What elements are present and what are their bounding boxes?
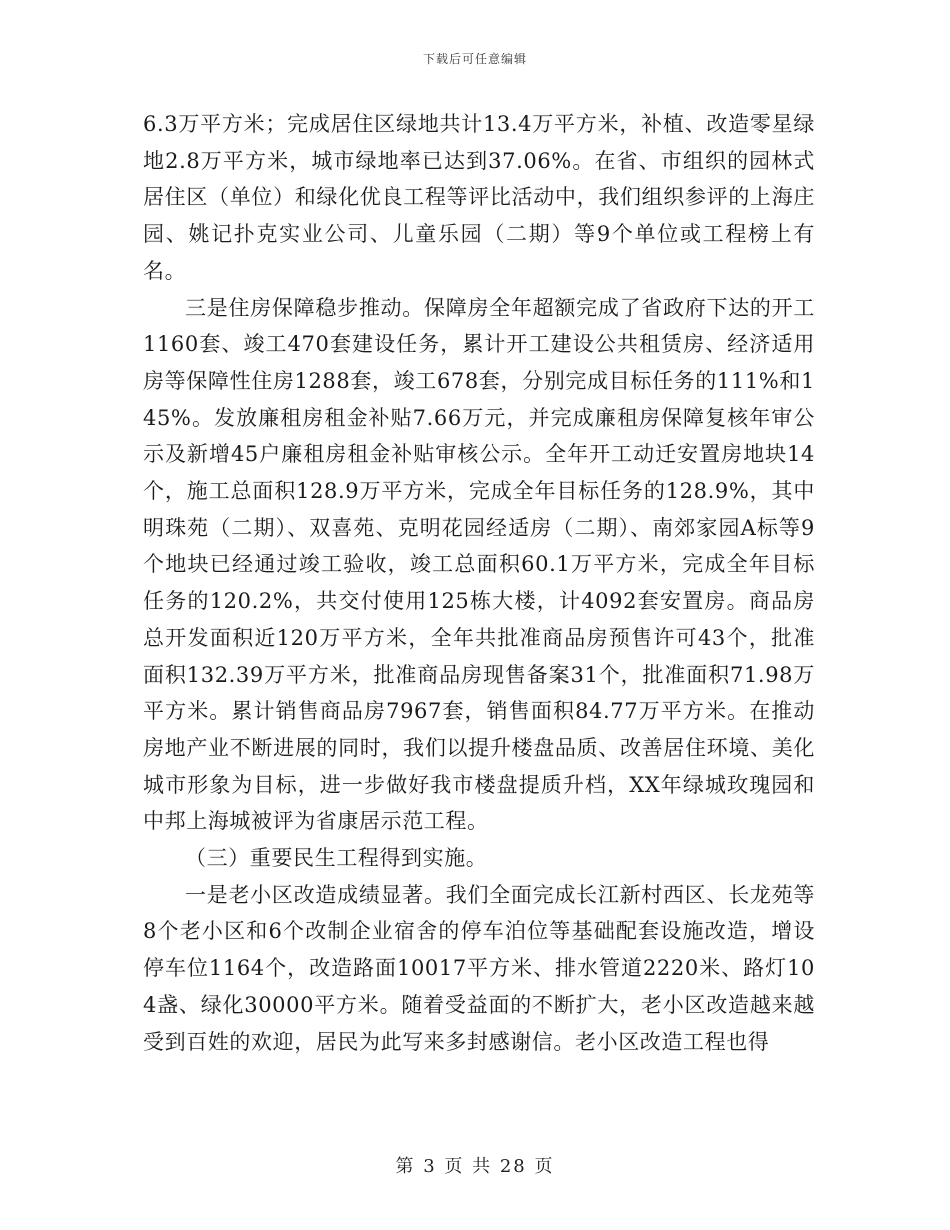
paragraph-old-community-renovation: 一是老小区改造成绩显著。我们全面完成长江新村西区、长龙苑等8个老小区和6个改制企业宿舍的停车泊位等基础配套设施改造，增设停车位1164个，改造路面10017平方米、排水管道2220米、路灯104盏、绿化30000平方米。随着受益面的不断扩大，老小区改造越来越受到百姓的欢迎，居民为此写来多封感谢信。老小区改造工程也得 <box>143 882 815 1054</box>
page-number: 第 3 页 共 28 页 <box>395 1156 555 1177</box>
paragraph-continuation: 6.3万平方米；完成居住区绿地共计13.4万平方米，补植、改造零星绿地2.8万平方米，城市绿地率已达到37.06%。在省、市组织的园林式居住区（单位）和绿化优良工程等评比活动中，我们组织参评的上海庄园、姚记扑克实业公司、儿童乐园（二期）等9个单位或工程榜上有名。 <box>143 112 815 283</box>
paragraph-housing-security: 三是住房保障稳步推动。保障房全年超额完成了省政府下达的开工1160套、竣工470套建设任务，累计开工建设公共租赁房、经济适用房等保障性住房1288套，竣工678套，分别完成目标任务的111%和145%。发放廉租房租金补贴7.66万元，并完成廉租房保障复核年审公示及新增45户廉租房租金补贴审核公示。全年开工动迁安置房地块14个，施工总面积128.9万平方米，完成全年目标任务的128.9%，其中明珠苑（二期）、双喜苑、克明花园经适房（二期）、南郊家园A标等9个地块已经通过竣工验收，竣工总面积60.1万平方米，完成全年目标任务的120.2%，共交付使用125栋大楼，计4092套安置房。商品房总开发面积近120万平方米，全年共批准商品房预售许可43个，批准面积132.39万平方米，批准商品房现售备案31个，批准面积71.98万平方米。累计销售商品房7967套，销售面积84.77万平方米。在推动房地产业不断进展的同时，我们以提升楼盘品质、改善居住环境、美化城市形象为目标，进一步做好我市楼盘提质升档，XX年绿城玫瑰园和中邦上海城被评为省康居示范工程。 <box>143 295 815 834</box>
page-header: 下载后可任意编辑 <box>422 52 527 66</box>
document-body <box>143 106 815 1060</box>
section-heading: （三）重要民生工程得到实施。 <box>185 846 488 871</box>
